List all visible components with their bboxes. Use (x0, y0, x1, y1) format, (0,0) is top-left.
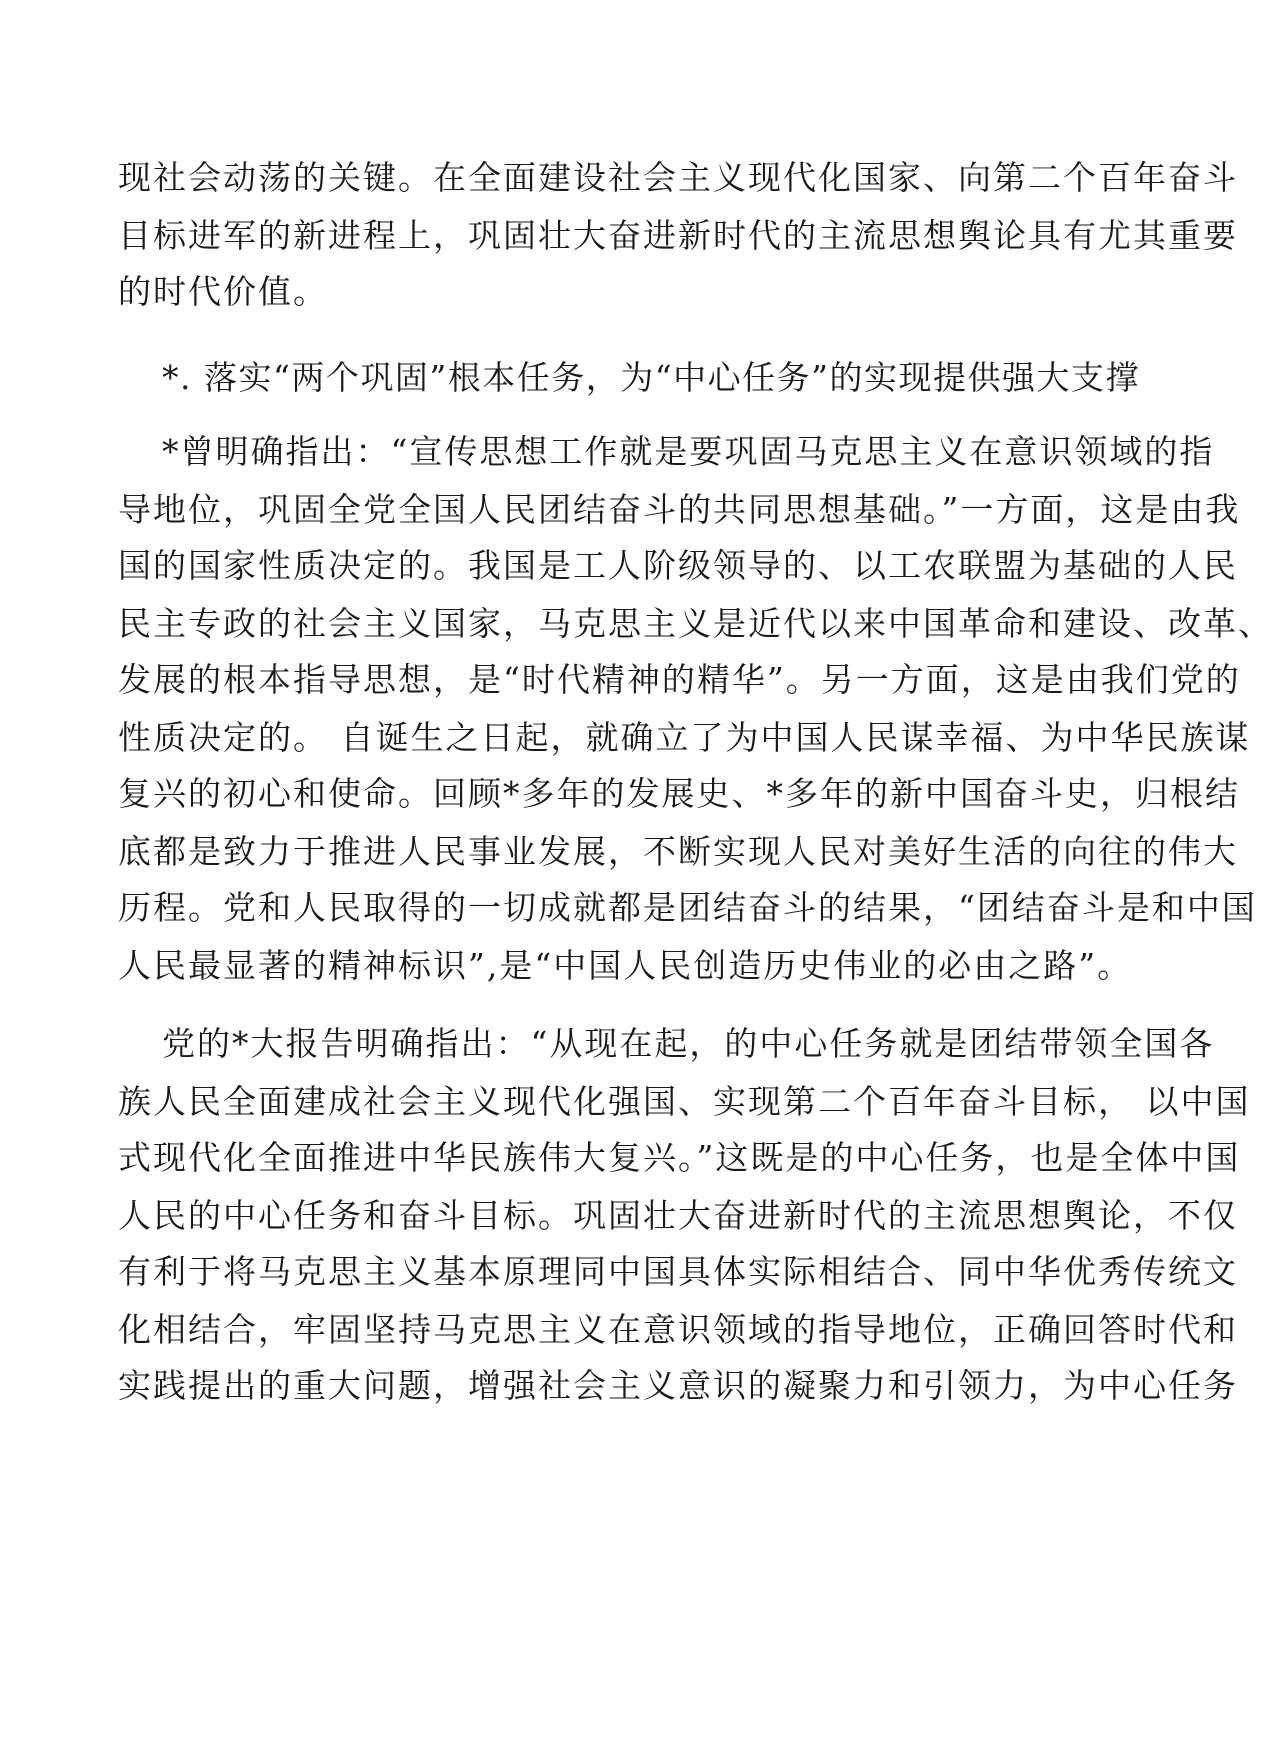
paragraph-1-line-1: 现社会动荡的关键。在全面建设社会主义现代化国家、向第二个百年奋斗 (118, 158, 1238, 197)
paragraph-2-line-6: 性质决定的。 自诞生之日起，就确立了为中国人民谋幸福、为中华民族谋 (118, 718, 1251, 757)
paragraph-3-line-7: 实践提出的重大问题，增强社会主义意识的凝聚力和引领力，为中心任务 (118, 1366, 1238, 1405)
section-heading: *. 落实“两个巩固”根本任务，为“中心任务”的实现提供强大支撑 (162, 358, 1140, 397)
paragraph-3-line-5: 有利于将马克思主义基本原理同中国具体实际相结合、同中华优秀传统文 (118, 1252, 1238, 1291)
paragraph-3-line-6: 化相结合，牢固坚持马克思主义在意识领域的指导地位，正确回答时代和 (118, 1310, 1238, 1349)
paragraph-2-line-10: 人民最显著的精神标识”,是“中国人民创造历史伟业的必由之路”。 (118, 946, 1133, 985)
paragraph-3-line-4: 人民的中心任务和奋斗目标。巩固壮大奋进新时代的主流思想舆论，不仅 (118, 1196, 1238, 1235)
paragraph-1-line-3: 的时代价值。 (118, 272, 328, 311)
paragraph-2-line-1: *曾明确指出：“宣传思想工作就是要巩固马克思主义在意识领域的指 (162, 432, 1215, 471)
paragraph-2-line-2: 导地位，巩固全党全国人民团结奋斗的共同思想基础。”一方面，这是由我 (118, 490, 1241, 529)
paragraph-2-line-5: 发展的根本指导思想，是“时代精神的精华”。另一方面，这是由我们党的 (118, 660, 1241, 699)
paragraph-2-line-4: 民主专政的社会主义国家，马克思主义是近代以来中国革命和建设、改革、 (118, 604, 1273, 643)
paragraph-3-line-2: 族人民全面建成社会主义现代化强国、实现第二个百年奋斗目标， 以中国 (118, 1082, 1251, 1121)
paragraph-3-line-3: 式现代化全面推进中华民族伟大复兴。”这既是的中心任务，也是全体中国 (118, 1138, 1241, 1177)
paragraph-2-line-3: 国的国家性质决定的。我国是工人阶级领导的、以工农联盟为基础的人民 (118, 546, 1238, 585)
paragraph-2-line-8: 底都是致力于推进人民事业发展，不断实现人民对美好生活的向往的伟大 (118, 832, 1238, 871)
paragraph-1-line-2: 目标进军的新进程上，巩固壮大奋进新时代的主流思想舆论具有尤其重要 (118, 216, 1238, 255)
paragraph-2-line-9: 历程。党和人民取得的一切成就都是团结奋斗的结果，“团结奋斗是和中国 (118, 888, 1257, 927)
paragraph-2-line-7: 复兴的初心和使命。回顾*多年的发展史、*多年的新中国奋斗史，归根结 (118, 774, 1240, 813)
paragraph-3-line-1: 党的*大报告明确指出：“从现在起，的中心任务就是团结带领全国各 (162, 1024, 1215, 1063)
